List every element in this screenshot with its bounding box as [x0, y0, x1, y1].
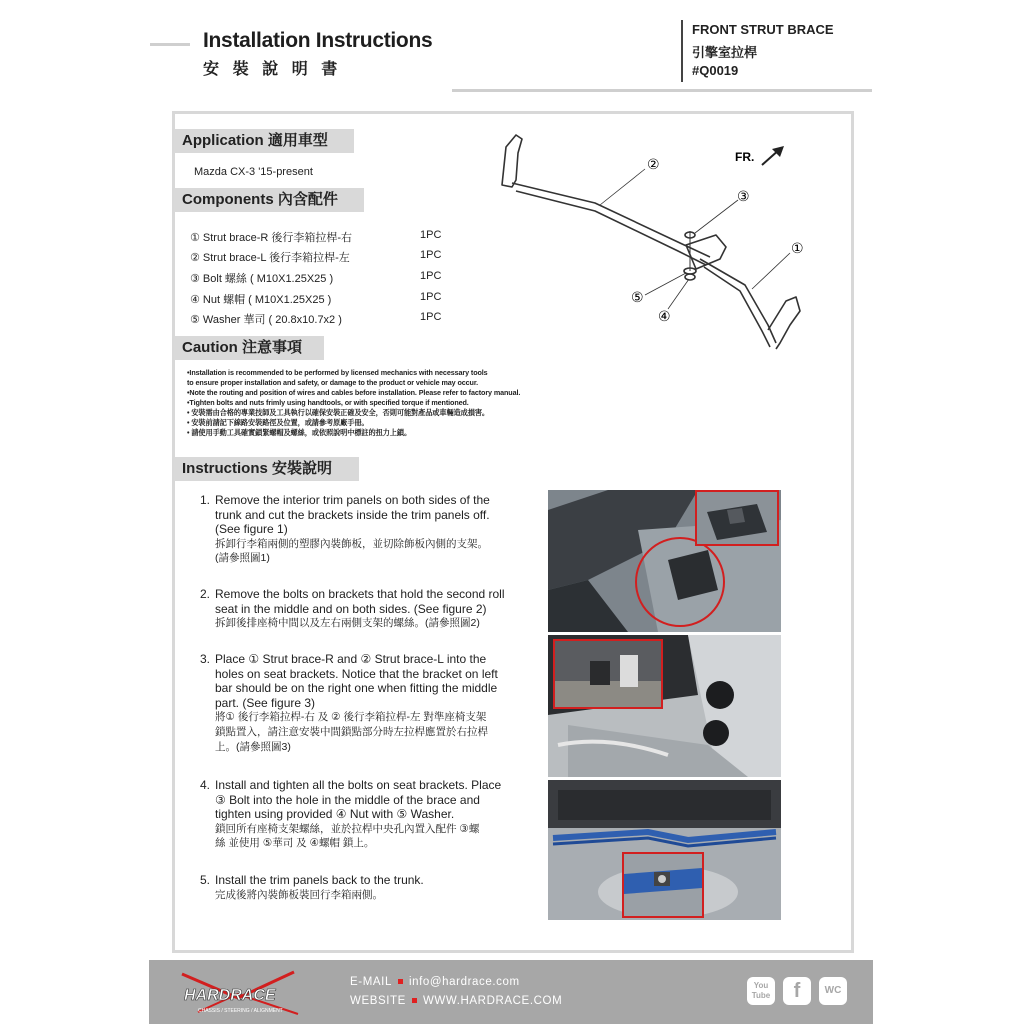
bullet-icon [398, 979, 403, 984]
caution-line: • 請使用手動工具確實鎖緊螺帽及螺絲，或依照說明中標註的扭力上鎖。 [187, 428, 412, 437]
step-number: 4. [200, 778, 211, 792]
wechat-icon[interactable]: WC [819, 977, 847, 1005]
figure-3-inset [622, 852, 704, 918]
page-subtitle: 安 裝 說 明 書 [203, 59, 342, 78]
step-line: Remove the interior trim panels on both sides of the [215, 493, 490, 507]
bullet-icon [412, 998, 417, 1003]
step-number: 3. [200, 652, 211, 666]
figure-3-photo [548, 780, 781, 920]
step-line: bar should be on the right one when fitting the middle [215, 681, 498, 696]
center-plate [686, 235, 726, 269]
step-line: 鎖回所有座椅支架螺絲，並於拉桿中央孔內置入配件 ③螺 [215, 822, 480, 835]
step-line: (請參照圖1) [215, 552, 270, 565]
email-label: E-MAIL [350, 976, 392, 988]
component-item: ② Strut brace-L 後行李箱拉桿-左 [190, 252, 350, 264]
step-line: ③ Bolt into the hole in the middle of the brace and [215, 792, 480, 807]
step-line: 上。(請參照圖3) [215, 740, 291, 753]
right-bracket [768, 297, 800, 349]
youtube-icon[interactable]: You Tube [747, 977, 775, 1005]
parts-diagram [490, 125, 820, 360]
footer-email [350, 976, 520, 988]
component-item: ⑤ Washer 華司 ( 20.8x10.7x2 ) [190, 314, 342, 326]
component-item: ③ Bolt 螺絲 ( M10X1.25X25 ) [190, 273, 334, 285]
caution-line: • 安裝前請記下線路安裝路徑及位置，或請參考原廠手冊。 [187, 418, 369, 427]
callout-5: ⑤ [631, 290, 644, 306]
brand-logo [178, 968, 318, 1018]
caution-line: •Note the routing and position of wires and cables before installation. Please refer to factory manual. [187, 388, 521, 397]
components-heading: Components 內含配件 [174, 188, 364, 212]
application-heading: Application 適用車型 [174, 129, 354, 153]
header-rule-right [452, 89, 872, 92]
facebook-icon[interactable]: f [783, 977, 811, 1005]
step-line: (See figure 1) [215, 522, 288, 537]
component-qty: 1PC [420, 270, 442, 282]
step-line: Place ① Strut brace-R and ② Strut brace-L into the [215, 652, 487, 666]
part-number: #Q0019 [692, 63, 739, 78]
step-line: Install the trim panels back to the trunk. [215, 873, 424, 887]
direction-arrow-icon [762, 146, 784, 165]
left-bracket [502, 135, 522, 187]
step-number: 5. [200, 873, 211, 887]
step-line: 絲 並使用 ⑤華司 及 ④螺帽 鎖上。 [215, 837, 375, 850]
step-line: tighten using provided ④ Nut with ⑤ Washer. [215, 807, 455, 822]
step-line: holes on seat brackets. Notice that the bracket on left [215, 666, 498, 681]
header-rule-left [150, 43, 190, 46]
component-qty: 1PC [420, 229, 442, 241]
product-name: FRONT STRUT BRACE [692, 22, 834, 37]
step-line: 鎖點置入，請注意安裝中間鎖點部分時左拉桿應置於右拉桿 [215, 725, 488, 738]
instructions-heading: Instructions 安裝說明 [174, 457, 359, 481]
page-title: Installation Instructions [203, 29, 433, 52]
component-qty: 1PC [420, 291, 442, 303]
callout-3: ③ [737, 189, 750, 205]
application-vehicle: Mazda CX-3 '15-present [194, 166, 313, 178]
figure-1-inset [695, 490, 779, 546]
step-line: 拆卸後排座椅中間以及左右兩側支架的螺絲。(請參照圖2) [215, 617, 480, 630]
step-line: trunk and cut the brackets inside the trim panels off. [215, 507, 490, 522]
figure-1-photo [548, 490, 781, 632]
product-name-cn: 引擎室拉桿 [692, 45, 758, 60]
step-line: seat in the middle and on both sides. (See figure 2) [215, 601, 487, 616]
header-divider [681, 20, 683, 82]
brand-name: HARDRACE [184, 987, 276, 1004]
footer-website [350, 995, 562, 1007]
caution-line: to ensure proper installation and safety, or damage to the product or vehicle may occur. [187, 378, 479, 387]
component-qty: 1PC [420, 311, 442, 323]
step-line: Remove the bolts on brackets that hold the second roll [215, 587, 505, 601]
figure-2-inset [553, 639, 663, 709]
direction-label: FR. [735, 150, 755, 164]
callout-4: ④ [658, 309, 671, 325]
caution-heading: Caution 注意事項 [174, 336, 324, 360]
step-line: 將① 後行李箱拉桿-右 及 ② 後行李箱拉桿-左 對準座椅支架 [215, 711, 487, 724]
step-line: 拆卸行李箱兩側的塑膠內裝飾板，並切除飾板內側的支架。 [215, 537, 488, 550]
website-label: WEBSITE [350, 995, 406, 1007]
callout-2: ② [647, 157, 660, 173]
brand-tagline: CHASSIS / STEERING / ALIGNMENT [198, 1008, 283, 1014]
step-number: 1. [200, 493, 211, 507]
figure-2-photo [548, 635, 781, 777]
step-number: 2. [200, 587, 211, 601]
caution-line: •Installation is recommended to be performed by licensed mechanics with necessary tools [187, 368, 488, 377]
caution-line: • 安裝需由合格的專業技師及工具執行以確保安裝正確及安全，否則可能對產品或車輛造成損害。 [187, 408, 489, 417]
step-line: 完成後將內裝飾板裝回行李箱兩側。 [215, 888, 383, 901]
step-line: Install and tighten all the bolts on seat brackets. Place [215, 778, 502, 792]
callout-1: ① [791, 241, 804, 257]
step-line: part. (See figure 3) [215, 695, 316, 710]
component-qty: 1PC [420, 249, 442, 261]
email-link[interactable]: info@hardrace.com [408, 976, 520, 988]
caution-line: •Tighten bolts and nuts frimly using handtools, or with specified torque if mentioned. [187, 398, 469, 407]
component-item: ④ Nut 螺帽 ( M10X1.25X25 ) [190, 294, 332, 306]
website-link[interactable]: WWW.HARDRACE.COM [422, 995, 563, 1007]
component-item: ① Strut brace-R 後行李箱拉桿-右 [190, 232, 353, 244]
